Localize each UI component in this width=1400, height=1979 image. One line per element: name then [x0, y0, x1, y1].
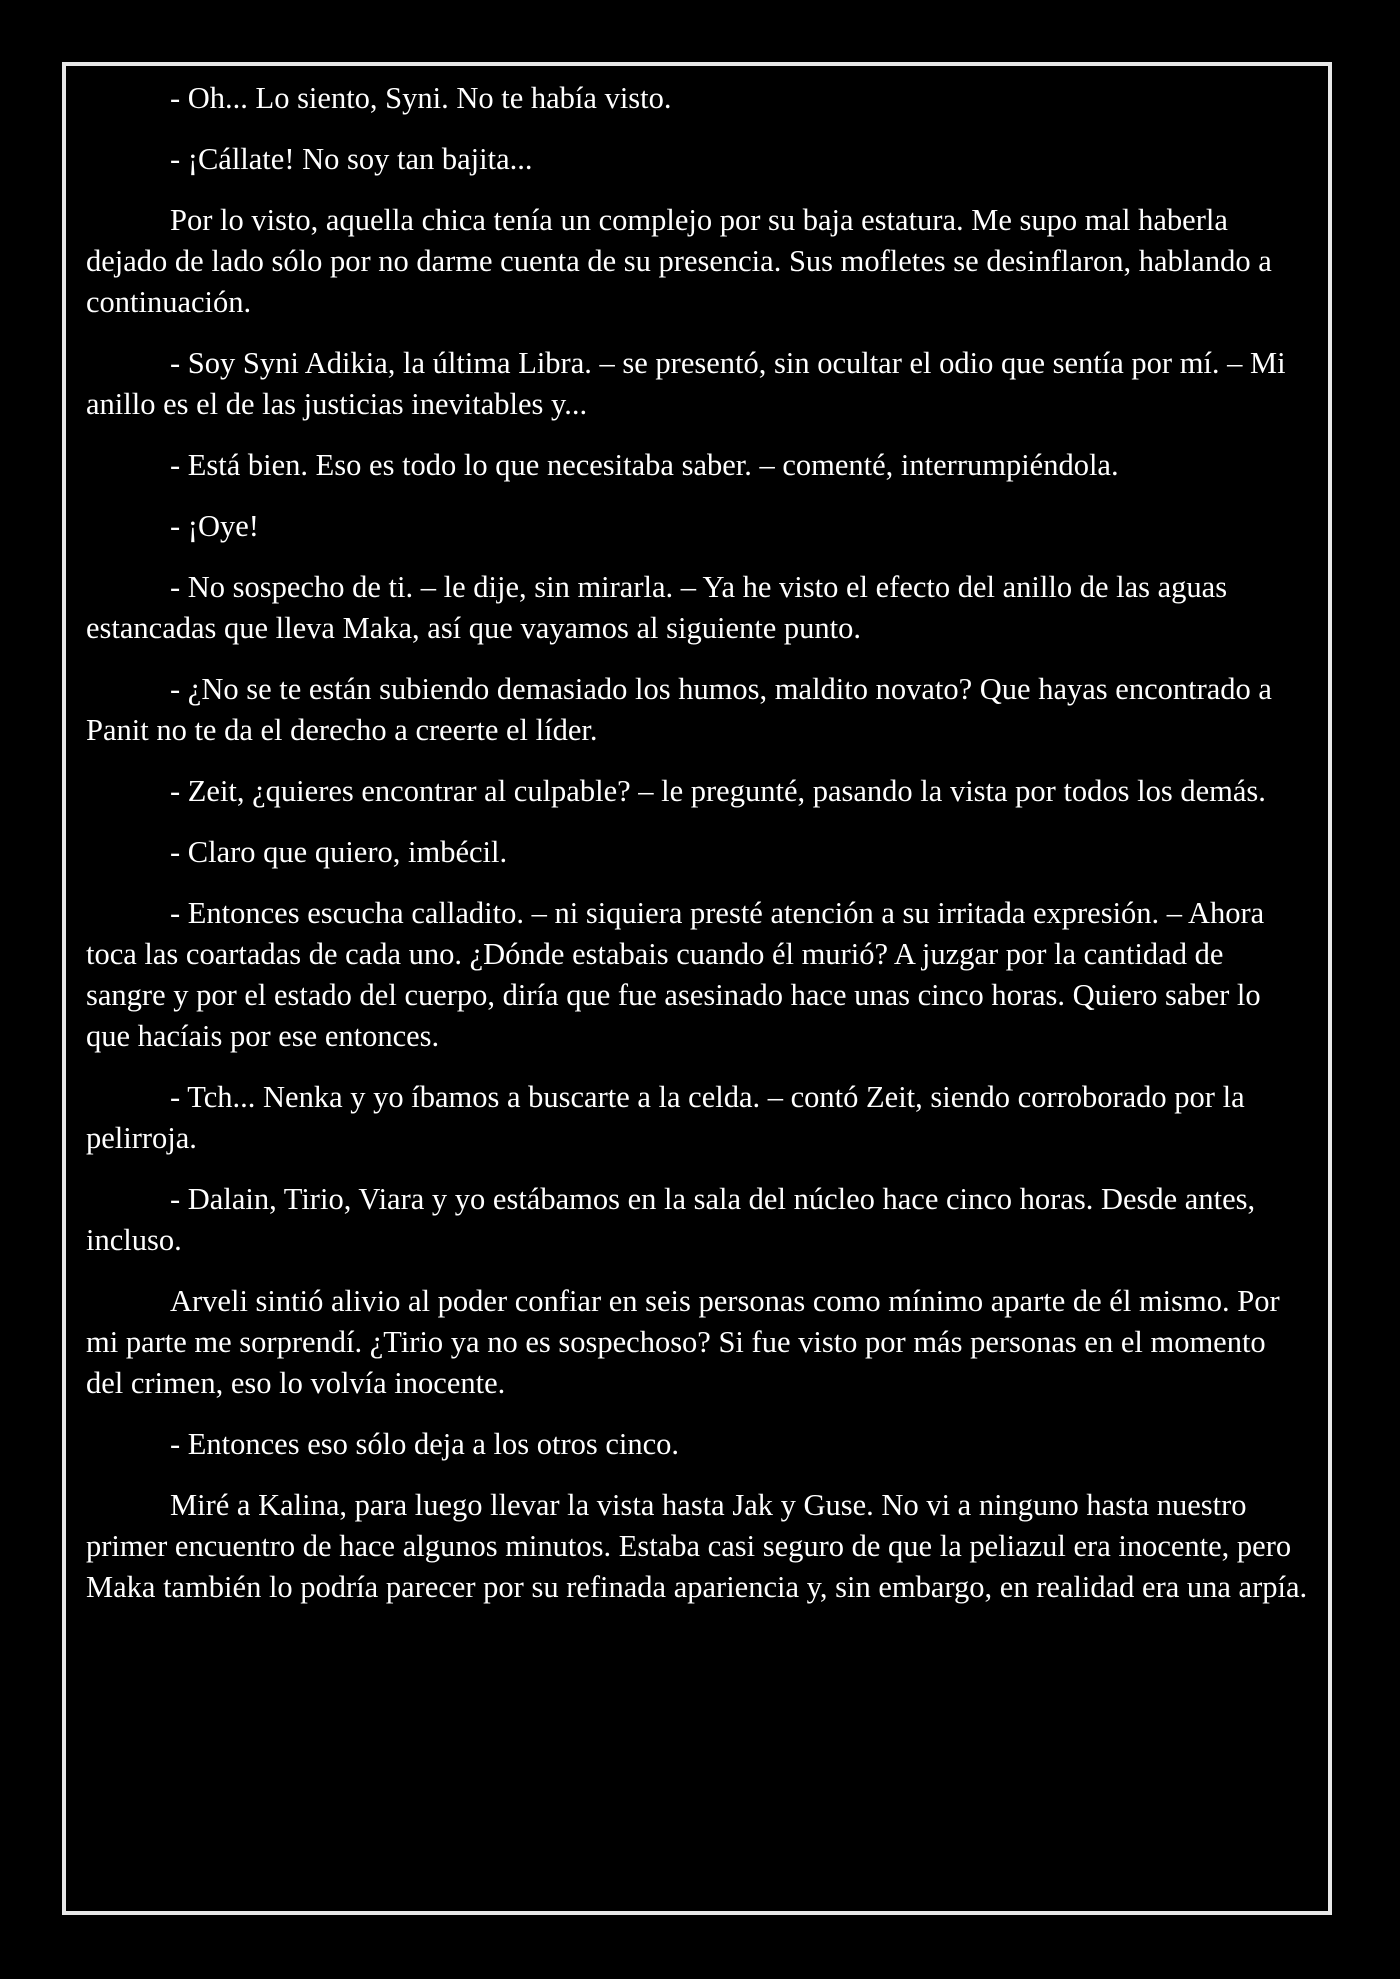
paragraph: - ¿No se te están subiendo demasiado los humos, maldito novato? Que hayas encontrado a Panit no te da el derecho a creerte el líder. [86, 672, 1272, 747]
paragraph: Por lo visto, aquella chica tenía un complejo por su baja estatura. Me supo mal haberla dejado de lado sólo por no darme cuenta de su presencia. Sus mofletes se desinflaron, hablando a continuación. [86, 203, 1272, 319]
paragraph: - Entonces eso sólo deja a los otros cinco. [170, 1427, 680, 1461]
paragraph: - Dalain, Tirio, Viara y yo estábamos en la sala del núcleo hace cinco horas. Desde antes, incluso. [86, 1182, 1256, 1257]
paragraph: - Está bien. Eso es todo lo que necesitaba saber. – comenté, interrumpiéndola. [170, 448, 1119, 482]
paragraph: - ¡Oye! [170, 509, 259, 543]
paragraph: - Zeit, ¿quieres encontrar al culpable? – le pregunté, pasando la vista por todos los demás. [170, 774, 1266, 808]
paragraph: Arveli sintió alivio al poder confiar en seis personas como mínimo aparte de él mismo. Por mi parte me sorprendí. ¿Tirio ya no es sospechoso? Si fue visto por más personas en el momento del crimen, eso lo volvía inocente. [86, 1284, 1280, 1400]
page-frame [62, 62, 1332, 1915]
paragraph: - Entonces escucha calladito. – ni siquiera presté atención a su irritada expresión. – Ahora toca las coartadas de cada uno. ¿Dónde estabais cuando él murió? A juzgar por la cantidad de sangre y por el estado del cuerpo, diría que fue asesinado hace unas cinco horas. Quiero saber lo que hacíais por ese entonces. [86, 896, 1265, 1053]
paragraph: - Claro que quiero, imbécil. [170, 835, 508, 869]
paragraph: - ¡Cállate! No soy tan bajita... [170, 142, 533, 176]
story-text [86, 78, 1308, 1628]
paragraph: - Oh... Lo siento, Syni. No te había visto. [170, 81, 672, 115]
paragraph: - Soy Syni Adikia, la última Libra. – se presentó, sin ocultar el odio que sentía por mí. – Mi anillo es el de las justicias inevitables y... [86, 346, 1286, 421]
paragraph: - Tch... Nenka y yo íbamos a buscarte a la celda. – contó Zeit, siendo corroborado por la pelirroja. [86, 1080, 1245, 1155]
paragraph: - No sospecho de ti. – le dije, sin mirarla. – Ya he visto el efecto del anillo de las aguas estancadas que lleva Maka, así que vayamos al siguiente punto. [86, 570, 1228, 645]
paragraph: Miré a Kalina, para luego llevar la vista hasta Jak y Guse. No vi a ninguno hasta nuestro primer encuentro de hace algunos minutos. Estaba casi seguro de que la peliazul era inocente, pero Maka también lo podría parecer por su refinada apariencia y, sin embargo, en realidad era una arpía. [86, 1488, 1308, 1604]
